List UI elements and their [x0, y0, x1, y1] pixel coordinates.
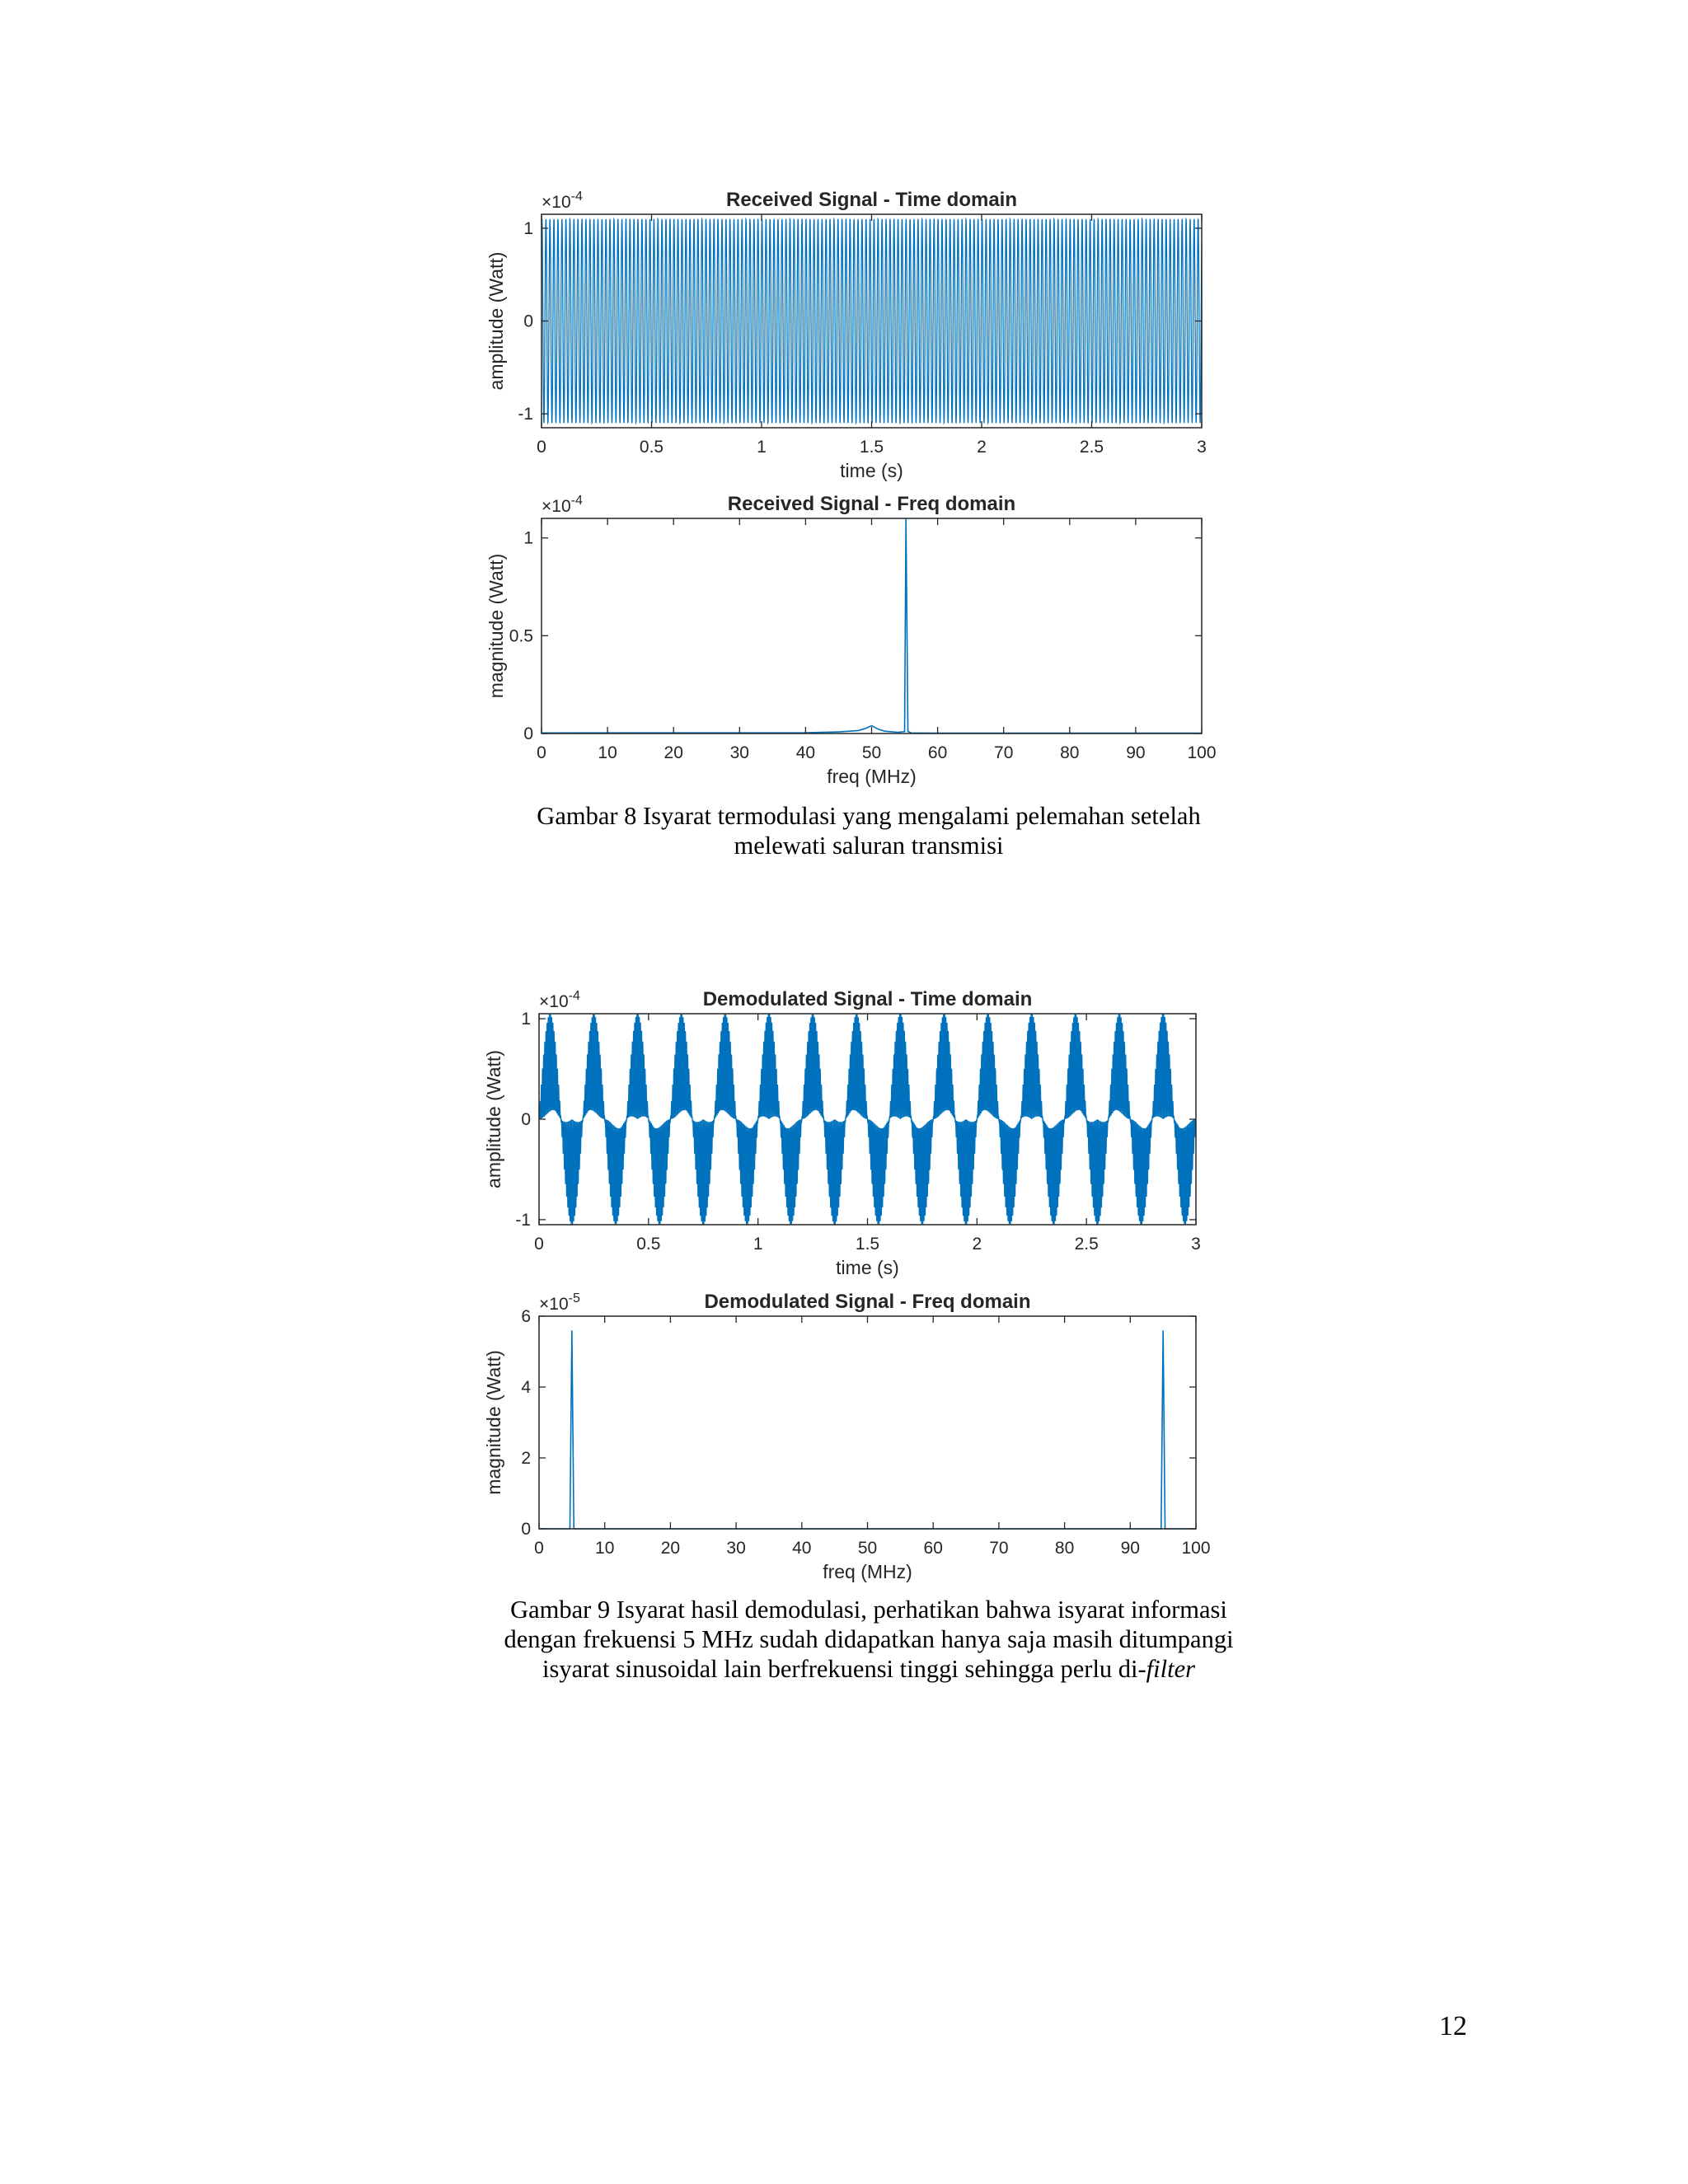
- x-tick-label: 80: [1054, 1539, 1075, 1558]
- y-tick-label: 0: [521, 1520, 531, 1539]
- x-tick-label: 90: [1120, 1539, 1140, 1558]
- y-tick-label: 4: [521, 1378, 531, 1397]
- x-tick-label: 2: [977, 438, 987, 457]
- y-axis-label: amplitude (Watt): [485, 251, 507, 391]
- x-tick-label: 3: [1197, 438, 1207, 457]
- x-tick-label: 2.5: [1079, 438, 1104, 457]
- chart-title: Received Signal - Time domain: [726, 189, 1017, 211]
- y-tick-label: 0: [523, 312, 533, 331]
- x-tick-label: 50: [857, 1539, 878, 1558]
- page-number: 12: [1439, 2011, 1467, 2041]
- figure-9-caption-line-3-italic: filter: [1146, 1655, 1195, 1683]
- exponent-label: [542, 190, 583, 212]
- chart-title: Demodulated Signal - Time domain: [702, 988, 1033, 1010]
- x-tick-label: 50: [861, 743, 882, 762]
- x-tick-label: 100: [1181, 1539, 1211, 1558]
- chart-title: Received Signal - Freq domain: [727, 493, 1016, 515]
- x-tick-label: 60: [923, 1539, 943, 1558]
- x-tick-label: 90: [1126, 743, 1146, 762]
- x-tick-label: 20: [660, 1539, 681, 1558]
- x-tick-label: 70: [989, 1539, 1009, 1558]
- y-tick-label: 0: [521, 1110, 531, 1129]
- x-tick-label: 1: [753, 1235, 763, 1254]
- x-tick-label: 2.5: [1074, 1235, 1099, 1254]
- exponent-base: ×10: [539, 992, 569, 1011]
- y-tick-label: 1: [523, 528, 533, 548]
- exponent-power: -5: [568, 1291, 580, 1305]
- x-tick-label: 0: [537, 743, 546, 762]
- x-tick-label: 70: [994, 743, 1014, 762]
- y-tick-label: 2: [521, 1449, 531, 1468]
- x-tick-label: 2: [972, 1235, 982, 1254]
- y-tick-label: 0.5: [509, 626, 533, 646]
- y-tick-label: 0: [523, 724, 533, 743]
- exponent-base: ×10: [539, 1295, 569, 1314]
- figure-9-caption: [432, 1595, 1306, 1684]
- figure-9-caption-line-1: Gambar 9 Isyarat hasil demodulasi, perhatikan bahwa isyarat informasi: [510, 1596, 1227, 1624]
- x-tick-label: 10: [595, 1539, 615, 1558]
- x-axis-label: time (s): [836, 1257, 899, 1278]
- x-axis-label: time (s): [840, 460, 903, 481]
- figure-8-caption: [432, 801, 1306, 860]
- exponent-base: ×10: [542, 193, 571, 212]
- x-tick-label: 0.5: [639, 438, 664, 457]
- x-tick-label: 0: [537, 438, 546, 457]
- figure-8-caption-line-1: Gambar 8 Isyarat termodulasi yang mengalami pelemahan setelah: [537, 802, 1201, 830]
- x-tick-label: 40: [792, 1539, 812, 1558]
- y-axis-label: amplitude (Watt): [483, 1050, 504, 1188]
- x-tick-label: 0: [534, 1539, 544, 1558]
- x-tick-label: 1.5: [855, 1235, 880, 1254]
- exponent-base: ×10: [542, 497, 571, 516]
- x-tick-label: 20: [663, 743, 683, 762]
- x-tick-label: 0.5: [636, 1235, 661, 1254]
- exponent-power: -4: [570, 190, 583, 204]
- y-tick-label: 1: [523, 218, 533, 238]
- y-axis-label: magnitude (Watt): [483, 1350, 504, 1495]
- y-tick-label: -1: [515, 1210, 531, 1230]
- x-tick-label: 60: [927, 743, 948, 762]
- x-axis-label: freq (MHz): [823, 1561, 912, 1582]
- x-tick-label: 30: [726, 1539, 746, 1558]
- chart-title: Demodulated Signal - Freq domain: [704, 1291, 1031, 1313]
- x-tick-label: 1: [757, 438, 767, 457]
- x-tick-label: 1.5: [859, 438, 884, 457]
- x-tick-label: 10: [598, 743, 617, 762]
- x-tick-label: 0: [534, 1235, 544, 1254]
- x-tick-label: 3: [1191, 1235, 1201, 1254]
- figure-8-caption-line-2: melewati saluran transmisi: [734, 832, 1004, 860]
- figure-9-caption-line-2: dengan frekuensi 5 MHz sudah didapatkan hanya saja masih ditumpangi: [504, 1625, 1234, 1653]
- figure-9-caption-line-3-text: isyarat sinusoidal lain berfrekuensi tinggi sehingga perlu di-: [542, 1655, 1146, 1683]
- exponent-power: -4: [568, 989, 580, 1003]
- y-tick-label: 1: [521, 1010, 531, 1029]
- y-tick-label: -1: [518, 405, 533, 424]
- x-axis-label: freq (MHz): [827, 766, 917, 787]
- x-tick-label: 80: [1060, 743, 1080, 762]
- x-tick-label: 30: [729, 743, 749, 762]
- y-axis-label: magnitude (Watt): [485, 553, 507, 699]
- x-tick-label: 40: [795, 743, 816, 762]
- x-tick-label: 100: [1187, 743, 1217, 762]
- y-tick-label: 6: [521, 1307, 531, 1326]
- exponent-power: -4: [570, 494, 583, 508]
- figure-9-caption-line-3: [432, 1654, 1306, 1684]
